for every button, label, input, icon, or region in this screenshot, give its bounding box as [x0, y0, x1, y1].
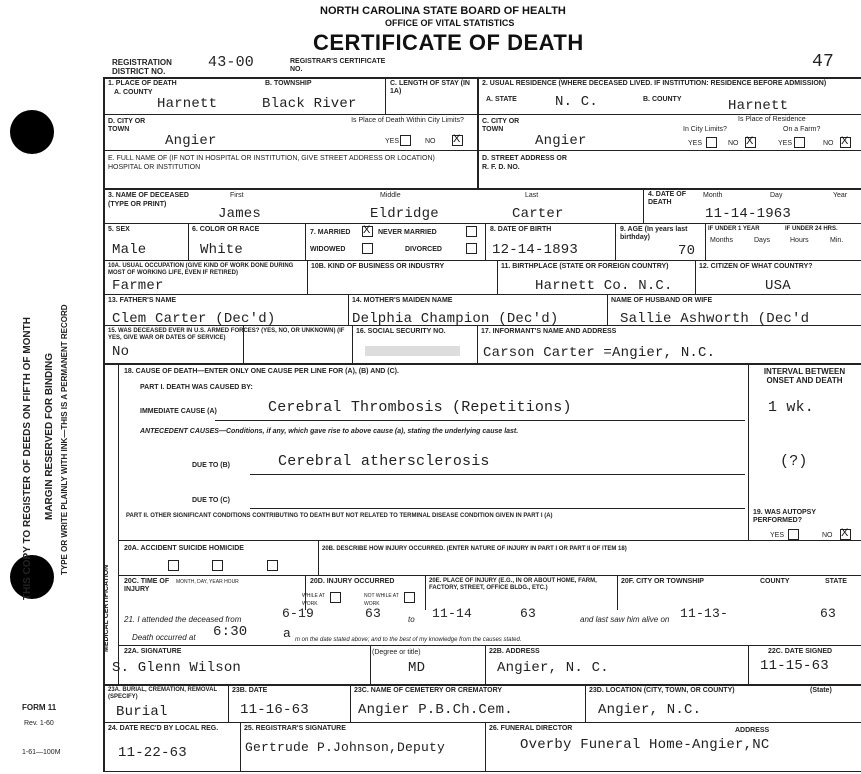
- street-address-label: D. STREET ADDRESS OR R. F. D. NO.: [482, 155, 567, 171]
- residence-city: Angier: [535, 133, 587, 149]
- location-state-label: (State): [810, 687, 832, 694]
- due-to-b: Cerebral athersclerosis: [278, 453, 490, 470]
- registrar-certificate-label: REGISTRAR'S CERTIFICATE NO.: [290, 58, 386, 73]
- month-label: Month: [703, 192, 723, 199]
- attended-to-year: 63: [520, 606, 537, 621]
- burial-method: Burial: [116, 704, 168, 720]
- year-label: Year: [833, 192, 848, 199]
- autopsy-yes-checkbox[interactable]: [788, 529, 799, 540]
- under-1-year-label: IF UNDER 1 YEAR: [708, 226, 760, 232]
- autopsy-label: 19. WAS AUTOPSY PERFORMED?: [753, 509, 816, 524]
- occupation: Farmer: [112, 278, 164, 294]
- place-of-death-label: 1. PLACE OF DEATH: [108, 80, 177, 87]
- injury-occurred-label: 20D. INJURY OCCURRED: [310, 578, 395, 585]
- registration-district-value: 43-00: [208, 54, 255, 71]
- never-married-label: NEVER MARRIED: [378, 229, 437, 236]
- margin-text-2: MARGIN RESERVED FOR BINDING: [44, 352, 55, 520]
- last-saw-date: 11-13-: [680, 606, 729, 621]
- date-signed: 11-15-63: [760, 658, 829, 674]
- cemetery: Angier P.B.Ch.Cem.: [358, 702, 513, 718]
- registrar-signature-label: 25. REGISTRAR'S SIGNATURE: [244, 725, 346, 732]
- father-name: Clem Carter (Dec'd): [112, 311, 276, 327]
- attended-to: 11-14: [432, 606, 473, 621]
- antecedent-label: ANTECEDENT CAUSES—Conditions, if any, which gave rise to above cause (a), stating the underlying cause last.: [140, 428, 519, 435]
- cemetery-label: 23C. NAME OF CEMETERY OR CREMATORY: [354, 687, 503, 694]
- divorced-label: DIVORCED: [405, 246, 442, 253]
- immediate-cause-label: IMMEDIATE CAUSE (A): [140, 408, 217, 415]
- father-label: 13. FATHER'S NAME: [108, 297, 177, 304]
- autopsy-no-label: NO: [822, 532, 833, 539]
- location-label: 23D. LOCATION (CITY, TOWN, OR COUNTY): [589, 687, 735, 694]
- days-label: Days: [754, 237, 770, 244]
- part2-label: PART II. OTHER SIGNIFICANT CONDITIONS CONTRIBUTING TO DEATH BUT NOT RELATED TO TERMINAL DISEASE CONDITION GIVEN IN PART I (A): [126, 513, 553, 519]
- middle-name: Eldridge: [370, 206, 439, 222]
- autopsy-no-checkbox[interactable]: X: [840, 529, 851, 540]
- death-township: Black River: [262, 96, 357, 112]
- time-sub-label: MONTH, DAY, YEAR HOUR: [176, 579, 239, 585]
- accident-label: 20A. ACCIDENT SUICIDE HOMICIDE: [124, 545, 244, 552]
- degree-label: (Degree or title): [372, 649, 421, 656]
- birthplace-label: 11. BIRTHPLACE (STATE OR FOREIGN COUNTRY): [501, 263, 669, 270]
- mother-label: 14. MOTHER'S MAIDEN NAME: [352, 297, 453, 304]
- funeral-address-label: ADDRESS: [735, 727, 770, 734]
- death-am-pm: a: [283, 626, 292, 641]
- death-city: Angier: [165, 133, 217, 149]
- race: White: [200, 242, 244, 258]
- married-label: 7. MARRIED: [310, 229, 351, 236]
- residence-state: N. C.: [555, 94, 599, 110]
- death-time: 6:30: [213, 624, 248, 640]
- length-of-stay-label: C. LENGTH OF STAY (IN 1A): [390, 80, 470, 95]
- hours-label: Hours: [790, 237, 809, 244]
- medical-certification-label: MEDICAL CERTIFICATION: [103, 564, 110, 652]
- burial-location: Angier, N.C.: [598, 702, 702, 718]
- registration-district-label: REGISTRATION DISTRICT NO.: [112, 58, 172, 76]
- burial-date: 11-16-63: [240, 702, 309, 718]
- immediate-cause: Cerebral Thrombosis (Repetitions): [268, 399, 572, 416]
- birthplace: Harnett Co. N.C.: [535, 278, 673, 294]
- date-of-death-label: 4. DATE OF DEATH: [648, 191, 686, 206]
- last-saw-text: and last saw him alive on: [580, 615, 670, 624]
- months-label: Months: [710, 237, 733, 244]
- within-yes-checkbox[interactable]: [400, 135, 411, 146]
- date-of-birth-label: 8. DATE OF BIRTH: [490, 226, 552, 233]
- middle-label: Middle: [380, 192, 401, 199]
- city-limits-label: In City Limits?: [683, 126, 727, 133]
- date-of-death: 11-14-1963: [705, 206, 792, 222]
- never-married-checkbox[interactable]: [466, 226, 477, 237]
- city-label: D. CITY OR TOWN: [108, 118, 146, 133]
- place-of-residence-label: Is Place of Residence: [738, 116, 806, 123]
- armed-forces: No: [112, 344, 130, 360]
- township-label: B. TOWNSHIP: [265, 80, 312, 87]
- limits-yes-checkbox[interactable]: [706, 137, 717, 148]
- stamp-number: 47: [812, 52, 835, 72]
- injury-state-label: STATE: [825, 578, 847, 585]
- within-no-label: NO: [425, 138, 436, 145]
- residence-label: 2. USUAL RESIDENCE (WHERE DECEASED LIVED. IF INSTITUTION: RESIDENCE BEFORE ADMISSION): [482, 80, 827, 87]
- agency-name: NORTH CAROLINA STATE BOARD OF HEALTH: [320, 5, 566, 17]
- farm-yes-label: YES: [778, 140, 793, 147]
- office-name: OFFICE OF VITAL STATISTICS: [385, 18, 515, 28]
- business-label: 10B. KIND OF BUSINESS OR INDUSTRY: [311, 263, 445, 270]
- last-name: Carter: [512, 206, 564, 222]
- married-checkbox[interactable]: X: [362, 226, 373, 237]
- describe-injury-label: 20B. DESCRIBE HOW INJURY OCCURRED. (ENTER NATURE OF INJURY IN PART I OR PART II OF ITEM 18): [322, 546, 627, 552]
- attended-text: 21. I attended the deceased from: [124, 615, 242, 624]
- due-to-b-interval: (?): [780, 453, 808, 470]
- residence-county: Harnett: [728, 98, 789, 114]
- physician-address: Angier, N. C.: [497, 660, 609, 676]
- limits-no-checkbox[interactable]: X: [745, 137, 756, 148]
- registrar-signature: Gertrude P.Johnson,Deputy: [245, 740, 446, 755]
- spouse-label: NAME OF HUSBAND OR WIFE: [611, 297, 713, 304]
- farm-label: On a Farm?: [783, 126, 821, 133]
- first-name: James: [218, 206, 262, 222]
- while-at-work-label: WHILE AT WORK: [302, 593, 325, 607]
- certificate-title: CERTIFICATE OF DEATH: [313, 30, 584, 55]
- hospital-label: E. FULL NAME OF (IF NOT IN HOSPITAL OR INSTITUTION, GIVE STREET ADDRESS OR LOCATION) HOSPITAL OR INSTITUTION: [108, 155, 435, 171]
- race-label: 6. COLOR OR RACE: [192, 226, 260, 233]
- age-label: 9. AGE (In years last birthday): [620, 226, 688, 241]
- date-received-label: 24. DATE REC'D BY LOCAL REG.: [108, 725, 219, 732]
- county-label: A. COUNTY: [114, 89, 153, 96]
- funeral-director-label: 26. FUNERAL DIRECTOR: [489, 725, 573, 732]
- margin-text-1: THIS COPY TO REGISTER OF DEEDS ON FIFTH OF MONTH: [22, 317, 33, 600]
- last-label: Last: [525, 192, 539, 199]
- deceased-name-label: 3. NAME OF DECEASED (TYPE OR PRINT): [108, 192, 189, 208]
- last-saw-year: 63: [820, 606, 837, 621]
- physician-degree: MD: [408, 660, 426, 676]
- widowed-label: WIDOWED: [310, 246, 346, 253]
- time-of-injury-label: 20C. TIME OF INJURY: [124, 578, 170, 593]
- not-at-work-checkbox[interactable]: [404, 592, 415, 603]
- physician-signature: S. Glenn Wilson: [112, 660, 242, 676]
- date-received: 11-22-63: [118, 745, 187, 761]
- burial-label: 23A. BURIAL, CREMATION, REMOVAL (SPECIFY): [108, 687, 218, 700]
- due-to-c-label: DUE TO (C): [192, 497, 230, 504]
- limits-yes-label: YES: [688, 140, 703, 147]
- residence-county-label: B. COUNTY: [643, 96, 682, 103]
- age: 70: [678, 243, 696, 259]
- first-label: First: [230, 192, 244, 199]
- part1-label: PART I. DEATH WAS CAUSED BY:: [140, 384, 253, 391]
- citizen-label: 12. CITIZEN OF WHAT COUNTRY?: [699, 263, 813, 270]
- farm-yes-checkbox[interactable]: [794, 137, 805, 148]
- day-label: Day: [770, 192, 783, 199]
- printing-code: 1-61—100M: [22, 749, 61, 756]
- date-of-birth: 12-14-1893: [492, 242, 579, 258]
- death-county: Harnett: [157, 96, 218, 112]
- to-text: to: [408, 615, 415, 624]
- ssn-label: 16. SOCIAL SECURITY NO.: [356, 328, 446, 335]
- date-signed-label: 22C. DATE SIGNED: [768, 648, 833, 655]
- accident-checkbox[interactable]: [168, 560, 179, 571]
- homicide-checkbox[interactable]: [267, 560, 278, 571]
- occupation-label: 10A. USUAL OCCUPATION (GIVE KIND OF WORK DONE DURING MOST OF WORKING LIFE, EVEN IF RETIRED): [108, 263, 294, 276]
- divorced-checkbox[interactable]: [466, 243, 477, 254]
- ssn-redacted: [365, 346, 460, 356]
- place-of-injury-label: 20E. PLACE OF INJURY (E.G., IN OR ABOUT HOME, FARM, FACTORY, STREET, OFFICE BLDG., ETC.): [429, 578, 597, 591]
- residence-state-label: A. STATE: [486, 96, 517, 103]
- form-revision: Rev. 1-60: [24, 720, 54, 727]
- due-to-b-label: DUE TO (B): [192, 462, 230, 469]
- within-no-checkbox[interactable]: X: [452, 135, 463, 146]
- attended-from-year: 63: [365, 606, 382, 621]
- sex: Male: [112, 242, 147, 258]
- widowed-checkbox[interactable]: [362, 243, 373, 254]
- burial-date-label: 23B. DATE: [232, 687, 268, 694]
- not-at-work-label: NOT WHILE AT WORK: [364, 593, 399, 607]
- interval-label: INTERVAL BETWEEN ONSET AND DEATH: [763, 367, 846, 385]
- attended-from: 6-19: [282, 606, 315, 621]
- citizen: USA: [765, 278, 791, 294]
- min-label: Min.: [830, 237, 844, 244]
- while-at-work-checkbox[interactable]: [330, 592, 341, 603]
- farm-no-checkbox[interactable]: X: [840, 137, 851, 148]
- informant: Carson Carter =Angier, N.C.: [483, 345, 716, 361]
- informant-label: 17. INFORMANT'S NAME AND ADDRESS: [481, 328, 617, 335]
- death-occurred-text: Death occurred at: [132, 633, 196, 642]
- within-city-limits-label: Is Place of Death Within City Limits?: [351, 117, 464, 124]
- farm-no-label: NO: [823, 140, 834, 147]
- immediate-interval: 1 wk.: [768, 399, 815, 416]
- physician-address-label: 22B. ADDRESS: [489, 648, 540, 655]
- injury-city-label: 20F. CITY OR TOWNSHIP: [621, 578, 704, 585]
- death-occurred-rest: m on the date stated above; and to the best of my knowledge from the causes stated.: [295, 637, 522, 643]
- margin-text-3: TYPE OR WRITE PLAINLY WITH INK—THIS IS A PERMANENT RECORD: [60, 304, 69, 575]
- residence-city-label: C. CITY OR TOWN: [482, 118, 520, 133]
- form-number: FORM 11: [22, 703, 57, 712]
- within-yes-label: YES: [385, 138, 400, 145]
- injury-county-label: COUNTY: [760, 578, 790, 585]
- funeral-director: Overby Funeral Home-Angier,NC: [520, 737, 770, 753]
- sex-label: 5. SEX: [108, 226, 130, 233]
- armed-forces-label: 15. WAS DECEASED EVER IN U.S. ARMED FORCES? (YES, NO, OR UNKNOWN) (IF YES, GIVE WAR OR DATES OF SERVICE): [108, 328, 345, 341]
- suicide-checkbox[interactable]: [212, 560, 223, 571]
- spouse-name: Sallie Ashworth (Dec'd: [620, 311, 810, 327]
- cause-of-death-label: 18. CAUSE OF DEATH—ENTER ONLY ONE CAUSE PER LINE FOR (A), (B) AND (C).: [124, 368, 399, 375]
- limits-no-label: NO: [728, 140, 739, 147]
- signature-label: 22A. SIGNATURE: [124, 648, 182, 655]
- under-24-hrs-label: IF UNDER 24 HRS.: [785, 226, 838, 232]
- mother-name: Delphia Champion (Dec'd): [352, 311, 559, 327]
- autopsy-yes-label: YES: [770, 532, 785, 539]
